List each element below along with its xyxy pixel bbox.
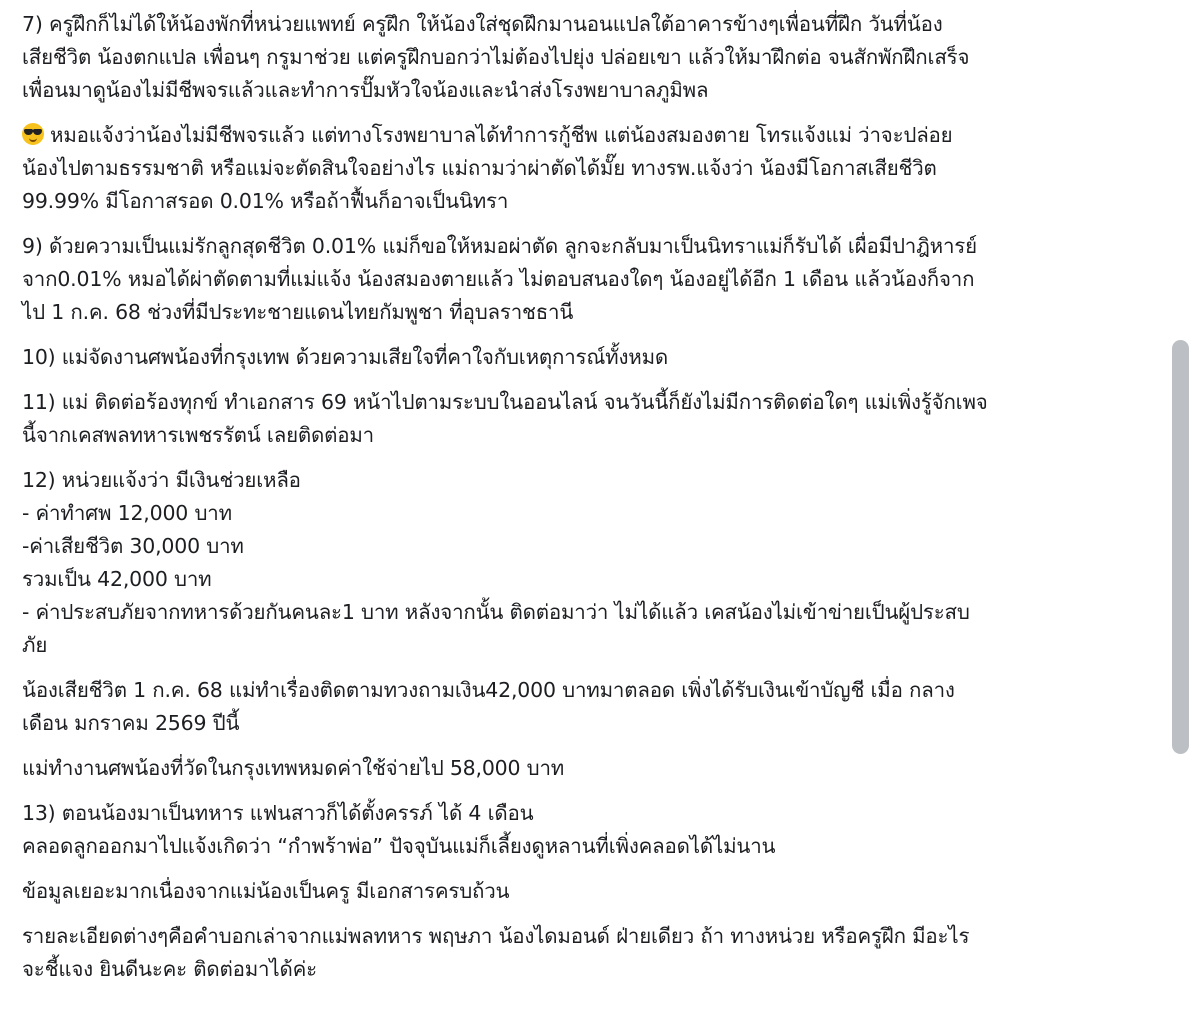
text-line: คลอดลูกออกมาไปแจ้งเกิดว่า “กำพร้าพ่อ” ปัจจุบันแม่ก็เลี้ยงดูหลานที่เพิ่งคลอดได้ไม่นาน (22, 834, 776, 858)
text-line: 10) แม่จัดงานศพน้องที่กรุงเทพ ด้วยความเสียใจที่คาใจกับเหตุการณ์ทั้งหมด (22, 345, 669, 369)
text-line: - ค่าทำศพ 12,000 บาท (22, 501, 232, 525)
paragraph-12 (22, 464, 1168, 662)
text-line: รวมเป็น 42,000 บาท (22, 567, 212, 591)
paragraph-13 (22, 797, 1168, 863)
paragraph-8 (22, 119, 1168, 218)
text-line: -ค่าเสียชีวิต 30,000 บาท (22, 534, 244, 558)
text-line: แม่ทำงานศพน้องที่วัดในกรุงเทพหมดค่าใช้จ่ายไป 58,000 บาท (22, 756, 565, 780)
text-line: ภัย (22, 633, 48, 657)
text-line: เสียชีวิต น้องตกแปล เพื่อนๆ กรูมาช่วย แต่ครูฝึกบอกว่าไม่ต้องไปยุ่ง ปล่อยเขา แล้วให้มาฝึกต่อ จนสักพักฝึกเสร็จ (22, 45, 970, 69)
paragraph-funeral-cost (22, 752, 1168, 785)
text-line: ข้อมูลเยอะมากเนื่องจากแม่น้องเป็นครู มีเอกสารครบถ้วน (22, 879, 510, 903)
text-line: 13) ตอนน้องมาเป็นทหาร แฟนสาวก็ได้ตั้งครรภ์ ได้ 4 เดือน (22, 801, 534, 825)
paragraph-11 (22, 386, 1168, 452)
text-line-content: หมอแจ้งว่าน้องไม่มีชีพจรแล้ว แต่ทางโรงพยาบาลได้ทำการกู้ชีพ แต่น้องสมองตาย โทรแจ้งแม่ ว่าจะปล่อย (50, 123, 953, 147)
text-line: เพื่อนมาดูน้องไม่มีชีพจรแล้วและทำการปั๊มหัวใจน้องและนำส่งโรงพยาบาลภูมิพล (22, 78, 709, 102)
text-line (22, 119, 1168, 152)
text-line: 9) ด้วยความเป็นแม่รักลูกสุดชีวิต 0.01% แม่ก็ขอให้หมอผ่าตัด ลูกจะกลับมาเป็นนิทราแม่ก็รับได้ เผื่อมีปาฎิหารย์ (22, 234, 977, 258)
text-line: น้องไปตามธรรมชาติ หรือแม่จะตัดสินใจอย่างไร แม่ถามว่าผ่าตัดได้มั๊ย ทางรพ.แจ้งว่า น้องมีโอกาสเสียชีวิต (22, 156, 937, 180)
text-line: นี้จากเคสพลทหารเพชรรัตน์ เลยติดต่อมา (22, 423, 374, 447)
text-line: น้องเสียชีวิต 1 ก.ค. 68 แม่ทำเรื่องติดตามทวงถามเงิน42,000 บาทมาตลอด เพิ่งได้รับเงินเข้าบัญชี เมื่อ กลาง (22, 678, 955, 702)
paragraph-7 (22, 8, 1168, 107)
text-line: จะชี้แจง ยินดีนะคะ ติดต่อมาได้ค่ะ (22, 957, 317, 981)
text-line: 11) แม่ ติดต่อร้องทุกข์ ทำเอกสาร 69 หน้าไปตามระบบในออนไลน์ จนวันนี้ก็ยังไม่มีการติดต่อใดๆ แม่เพิ่งรู้จักเพจ (22, 390, 988, 414)
paragraph-documents (22, 875, 1168, 908)
text-line: - ค่าประสบภัยจากทหารด้วยกันคนละ1 บาท หลังจากนั้น ติดต่อมาว่า ไม่ได้แล้ว เคสน้องไม่เข้าข่ายเป็นผู้ประสบ (22, 600, 970, 624)
text-line: จาก0.01% หมอได้ผ่าตัดตามที่แม่แจ้ง น้องสมองตายแล้ว ไม่ตอบสนองใดๆ น้องอยู่ได้อีก 1 เดือน แล้วน้องก็จาก (22, 267, 975, 291)
scrollbar-thumb[interactable] (1172, 340, 1189, 754)
paragraph-9 (22, 230, 1168, 329)
text-line: รายละเอียดต่างๆคือคำบอกเล่าจากแม่พลทหาร พฤษภา น้องไดมอนด์ ฝ่ายเดียว ถ้า ทางหน่วย หรือครูฝึก มีอะไร (22, 924, 970, 948)
text-line: 99.99% มีโอกาสรอด 0.01% หรือถ้าฟื้นก็อาจเป็นนิทรา (22, 189, 509, 213)
paragraph-closing (22, 920, 1168, 986)
paragraph-10 (22, 341, 1168, 374)
text-line: 7) ครูฝึกก็ไม่ได้ให้น้องพักที่หน่วยแพทย์ ครูฝึก ให้น้องใส่ชุดฝึกมานอนแปลใต้อาคารข้างๆเพื่อนที่ฝึก วันที่น้อง (22, 12, 943, 36)
text-line: 12) หน่วยแจ้งว่า มีเงินช่วยเหลือ (22, 468, 301, 492)
paragraph-death-date (22, 674, 1168, 740)
text-line: เดือน มกราคม 2569 ปีนี้ (22, 711, 240, 735)
text-line: ไป 1 ก.ค. 68 ช่วงที่มีประทะชายแดนไทยกัมพูชา ที่อุบลราชธานี (22, 300, 574, 324)
sunglasses-emoji-icon (22, 123, 44, 145)
